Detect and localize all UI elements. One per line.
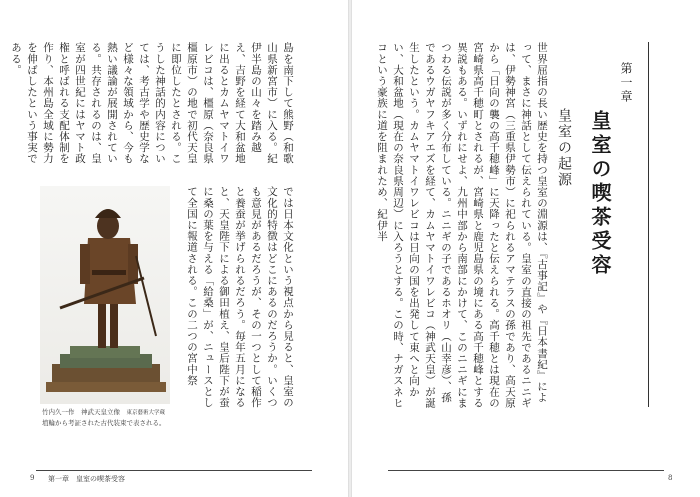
chapter-rule bbox=[648, 42, 649, 407]
jimmu-statue-image bbox=[40, 186, 170, 404]
chapter-label: 第一章 bbox=[619, 62, 633, 104]
caption-title: 竹内久一作 神武天皇立像 bbox=[42, 408, 120, 416]
left-paragraph-lower: では日本文化という視点から見ると、皇室の文化的特徴はどこにあるのだろうか。いくつも意見があるだろうが、その一つとして稲作と養蚕が挙げられるだろう。毎年五月になると、天皇陛下による御田植え、皇后陛下が蚕に桑の葉を与える「給桑」が、ニュースとして全国に報道される。この二つの宮中祭 bbox=[186, 186, 294, 408]
caption-source: 東京藝術大学蔵 bbox=[126, 410, 166, 416]
statue-photo bbox=[40, 186, 170, 404]
left-paragraph-upper: 島を南下して熊野（和歌山県新宮市）に入る。紀伊半島の山々を踏み越え、吉野を経て大和盆地に出るとカムヤマトイワレビコは、橿原（奈良県橿原市）の地で初代天皇に即位したとされる。こうした神話的内容については、考古学や歴史学など様々な領域から、今も熱い議論が展開されている。共存されるのは、皇室が四世紀にはヤマト政権と呼ばれる支配体制を作り、本州島全域に勢力を伸ばしたという事実である。 bbox=[10, 42, 294, 165]
left-folio: 9 bbox=[30, 474, 35, 482]
section-title: 皇室の起源 bbox=[556, 108, 572, 188]
right-body bbox=[358, 42, 566, 412]
right-page bbox=[352, 0, 700, 497]
right-footer-rule bbox=[388, 470, 664, 471]
left-page bbox=[0, 0, 348, 497]
left-body-lower bbox=[182, 186, 312, 408]
left-footer-rule bbox=[36, 470, 312, 471]
left-body-upper bbox=[10, 42, 312, 174]
figure-caption bbox=[42, 407, 202, 428]
caption-description: 埴輪から考証された古代装束で表される。 bbox=[42, 419, 166, 427]
right-folio: 8 bbox=[668, 474, 673, 482]
running-head: 第一章 皇室の喫茶受容 bbox=[48, 475, 125, 483]
chapter-title: 皇室の喫茶受容 bbox=[588, 110, 612, 278]
right-paragraph: 世界屈指の長い歴史を持つ皇室の淵源は、『古事記』や『日本書紀』によって、まさに神話として伝えられている。皇室の直接の祖先であるニニギは、伊勢神宮（三重県伊勢市）に祀られるアマテラスの孫であり、高天原から「日向の襲の高千穂峰」に天降ったと伝えられる。高千穂とは現在の宮崎県高千穂町とされるが、宮崎県と鹿児島県の境にある高千穂峰とする異説もある。いずれにせよ、九州中部から南部にかけて、このニニギにまつわる伝説が多く分布している。ニニギの子であるホオリ（山幸彦）、孫であるウガヤフキアエズを経て、カムヤマトイワレビコ（神武天皇）が誕生したという。カムヤマトイワレビコは日向の国を出発して東へと向かい、大和盆地（現在の奈良県周辺）に入ろうとする。この時、ナガスネヒコという豪族に道を阻まれため、紀伊半 bbox=[376, 42, 548, 409]
